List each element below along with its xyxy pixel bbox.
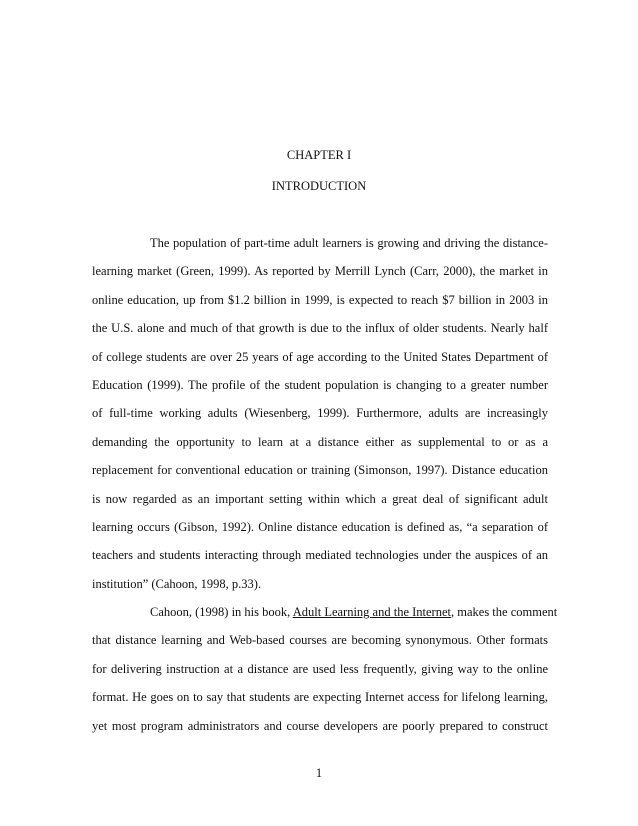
paragraph-2-intro-end: , makes the comment (451, 605, 558, 620)
paragraph-1-line: of college students are over 25 years of age according to the United States Department of (92, 349, 548, 364)
paragraph-1-line: learning occurs (Gibson, 1992). Online distance education is defined as, “a separation of (92, 519, 548, 534)
paragraph-1-line: institution” (Cahoon, 1998, p.33). (92, 576, 262, 591)
paragraph-1-line: replacement for conventional education or training (Simonson, 1997). Distance education (92, 463, 548, 478)
paragraph-1-line: learning market (Green, 1999). As reported by Merrill Lynch (Carr, 2000), the market in (92, 264, 548, 279)
page-number: 1 (315, 766, 323, 780)
paragraph-2-line: format. He goes on to say that students are expecting Internet access for lifelong learning, (92, 690, 548, 705)
paragraph-1-line: Education (1999). The profile of the student population is changing to a greater number (92, 377, 548, 392)
paragraph-1-line: of full-time working adults (Wiesenberg, 1999). Furthermore, adults are increasingly (92, 406, 548, 421)
paragraph-2-intro: Cahoon, (1998) in his book, (150, 605, 293, 620)
paragraph-1-line: the U.S. alone and much of that growth is due to the influx of older students. Nearly half (92, 321, 548, 336)
paragraph-2-line: that distance learning and Web-based courses are becoming synonymous. Other formats (92, 633, 548, 648)
body-text (92, 229, 558, 740)
paragraph-1-line: The population of part-time adult learners is growing and driving the distance- (150, 236, 548, 250)
book-title: Adult Learning and the Internet (292, 605, 451, 620)
paragraph-2-first-line (92, 598, 558, 626)
paragraph-2-line: yet most program administrators and course developers are poorly prepared to construct (92, 718, 548, 733)
paragraph-1-line: demanding the opportunity to learn at a distance either as supplemental to or as a (92, 434, 548, 449)
paragraph-2-line: for delivering instruction at a distance are used less frequently, giving way to the online (92, 661, 548, 676)
chapter-heading: CHAPTER I (286, 148, 352, 162)
paragraph-1-line: online education, up from $1.2 billion in 1999, is expected to reach $7 billion in 2003 in (92, 292, 548, 307)
paragraph-1-line: teachers and students interacting through mediated technologies under the auspices of an (92, 548, 548, 563)
chapter-title: INTRODUCTION (271, 179, 367, 193)
paragraph-1-line: is now regarded as an important setting within which a great deal of significant adult (92, 491, 548, 506)
